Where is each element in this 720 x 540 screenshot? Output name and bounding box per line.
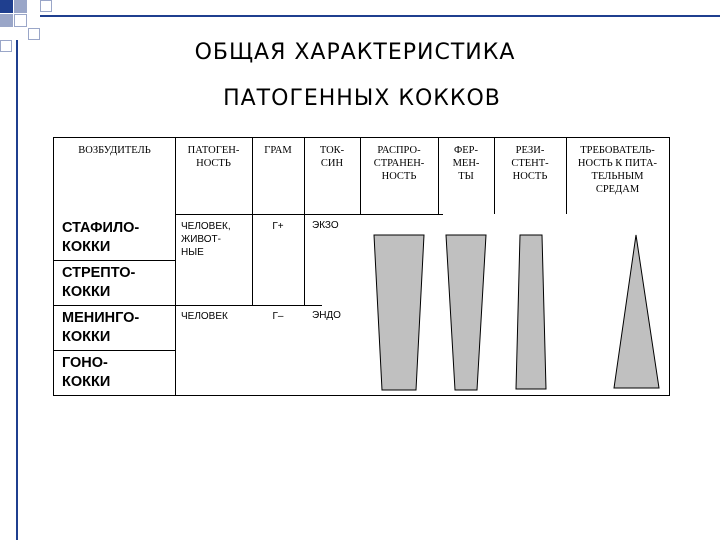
corner-square-outline	[14, 14, 27, 27]
group1-gram: Г+	[272, 221, 284, 232]
corner-square-outline	[28, 28, 40, 40]
pathogen-staphylococci: СТАФИЛО- КОККИ	[62, 220, 140, 255]
corner-square-outline	[40, 0, 52, 12]
corner-square-light	[14, 0, 27, 13]
header-toxin: ТОК- СИН	[319, 145, 345, 169]
group2-pathogenicity: ЧЕЛОВЕК	[181, 311, 228, 322]
media-requirements-triangle	[614, 235, 659, 388]
header-prevalence: РАСПРО- СТРАНЕН- НОСТЬ	[373, 145, 425, 182]
corner-square-dark	[0, 0, 13, 13]
header-pathogenicity: ПАТОГЕН- НОСТЬ	[187, 145, 240, 169]
prevalence-trapezoid	[374, 235, 424, 390]
decorative-horizontal-line	[40, 15, 720, 17]
pathogen-gonococci: ГОНО- КОККИ	[62, 355, 111, 390]
pathogen-meningococci: МЕНИНГО- КОККИ	[62, 310, 140, 345]
decorative-vertical-line	[16, 40, 18, 540]
header-pathogen: ВОЗБУДИТЕЛЬ	[78, 145, 151, 156]
group1-toxin: ЭКЗО	[312, 220, 339, 231]
header-resistance: РЕЗИ- СТЕНТ- НОСТЬ	[511, 145, 549, 182]
characteristics-table	[53, 137, 670, 396]
enzymes-trapezoid	[446, 235, 486, 390]
group1-pathogenicity: ЧЕЛОВЕК, ЖИВОТ- НЫЕ	[181, 221, 231, 258]
group2-gram: Г–	[272, 311, 284, 322]
pathogen-streptococci: СТРЕПТО- КОККИ	[62, 265, 136, 300]
title-line-1: ОБЩАЯ ХАРАКТЕРИСТИКА	[194, 40, 516, 65]
corner-square-light	[0, 14, 13, 27]
group2-toxin: ЭНДО	[312, 310, 341, 321]
header-media-requirements: ТРЕБОВАТЕЛЬ- НОСТЬ К ПИТА- ТЕЛЬНЫМ СРЕДАМ	[577, 145, 658, 195]
resistance-trapezoid	[516, 235, 546, 389]
header-enzymes: ФЕР- МЕН- ТЫ	[452, 145, 480, 182]
title-line-2: ПАТОГЕННЫХ КОККОВ	[223, 86, 501, 111]
header-gram: ГРАМ	[264, 145, 292, 156]
